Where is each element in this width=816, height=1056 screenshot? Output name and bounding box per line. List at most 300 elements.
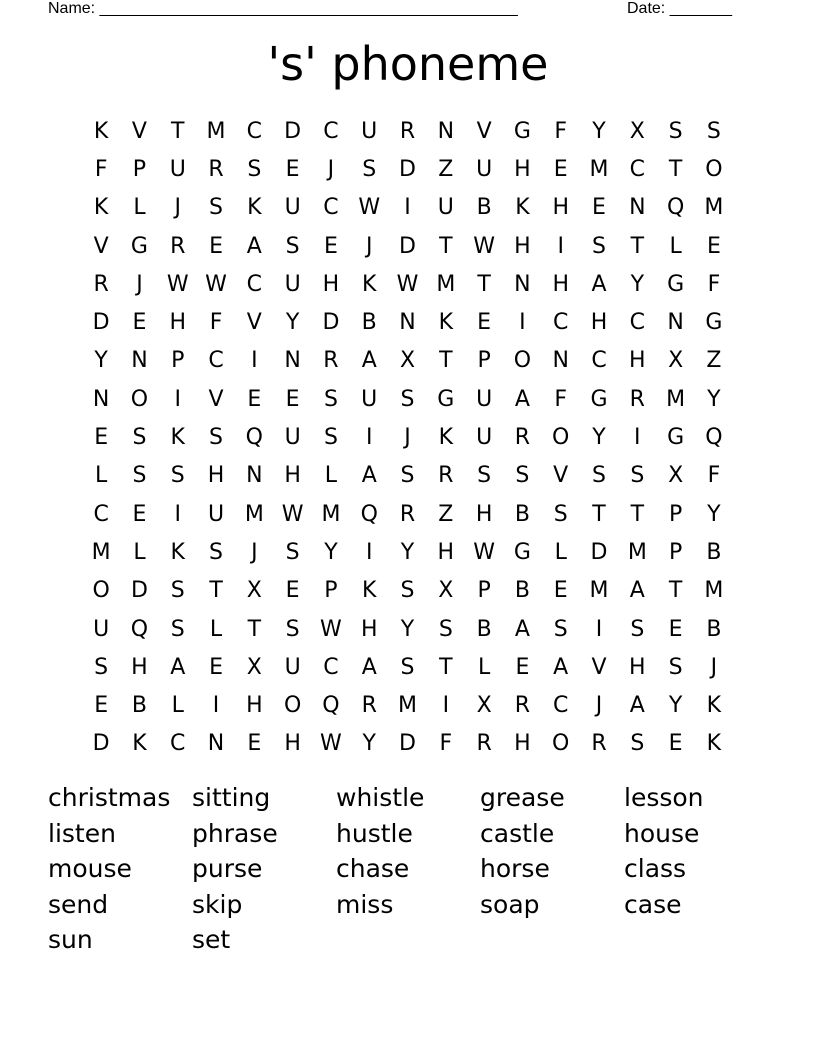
grid-letter: G <box>667 271 685 297</box>
letter-grid <box>82 112 733 763</box>
grid-letter: D <box>399 156 416 182</box>
grid-letter: W <box>320 616 342 642</box>
grid-letter: S <box>668 654 683 680</box>
grid-letter: R <box>323 348 339 374</box>
grid-letter: T <box>209 578 223 604</box>
word-list-item: mouse <box>48 854 132 883</box>
grid-letter: U <box>207 501 225 527</box>
grid-letter: B <box>476 616 492 642</box>
grid-letter: T <box>592 501 606 527</box>
grid-letter: S <box>668 118 683 144</box>
grid-letter: C <box>323 195 339 221</box>
grid-letter: W <box>320 731 342 757</box>
grid-letter: Y <box>94 348 108 374</box>
grid-letter: S <box>170 616 185 642</box>
grid-letter: F <box>554 118 568 144</box>
grid-letter: A <box>361 348 377 374</box>
grid-letter: K <box>247 195 262 221</box>
grid-letter: L <box>669 233 682 259</box>
grid-letter: R <box>514 425 531 451</box>
grid-letter: T <box>439 233 453 259</box>
grid-letter: B <box>706 616 722 642</box>
grid-letter: Z <box>438 156 454 182</box>
grid-letter: D <box>322 310 340 336</box>
grid-letter: E <box>668 616 683 642</box>
grid-letter: A <box>629 578 645 604</box>
word-list-item: hustle <box>336 818 413 848</box>
grid-letter: U <box>284 195 301 221</box>
grid-letter: Y <box>324 539 338 565</box>
word-list-item: horse <box>480 854 550 883</box>
grid-letter: F <box>439 731 453 757</box>
grid-letter: U <box>284 654 301 680</box>
grid-letter: E <box>209 233 223 259</box>
grid-letter: M <box>206 118 226 144</box>
grid-letter: X <box>476 693 492 719</box>
grid-letter: N <box>207 731 225 757</box>
grid-letter: S <box>209 539 224 565</box>
grid-letter: J <box>365 233 373 259</box>
grid-letter: K <box>93 195 109 221</box>
grid-letter: H <box>475 501 493 527</box>
grid-letter: S <box>400 386 415 412</box>
grid-letter: V <box>246 310 262 336</box>
grid-letter: M <box>627 539 647 565</box>
grid-letter: P <box>324 578 338 604</box>
grid-letter: H <box>437 539 455 565</box>
grid-letter: G <box>513 118 531 144</box>
grid-letter: Y <box>707 501 721 527</box>
grid-letter: Q <box>360 501 378 527</box>
grid-letter: M <box>589 156 609 182</box>
grid-letter: X <box>399 348 416 374</box>
word-list-item: christmas <box>48 783 171 812</box>
grid-letter: K <box>438 425 454 451</box>
grid-letter: T <box>439 348 453 374</box>
grid-letter: C <box>591 348 607 374</box>
grid-letter: Y <box>400 616 415 642</box>
grid-letter: O <box>552 425 570 451</box>
grid-letter: Q <box>705 425 723 451</box>
grid-letter: A <box>246 233 262 259</box>
grid-letter: F <box>707 463 721 489</box>
grid-letter: C <box>208 348 224 374</box>
grid-letter: Q <box>245 425 263 451</box>
grid-letter: W <box>473 539 495 565</box>
grid-letter: E <box>132 501 147 527</box>
grid-letter: N <box>131 348 148 374</box>
grid-letter: H <box>552 271 569 297</box>
grid-letter: K <box>170 539 185 565</box>
grid-letter: G <box>437 386 455 412</box>
grid-letter: L <box>209 616 223 642</box>
word-list-item: skip <box>192 889 243 919</box>
grid-letter: S <box>94 654 109 680</box>
grid-letter: I <box>174 386 181 412</box>
grid-letter: Q <box>322 693 340 719</box>
grid-letter: R <box>170 233 186 259</box>
grid-letter: J <box>251 539 258 565</box>
grid-letter: C <box>93 501 109 527</box>
grid-letter: S <box>630 616 645 642</box>
grid-letter: N <box>92 386 110 412</box>
grid-letter: A <box>514 616 530 642</box>
grid-letter: J <box>136 271 143 297</box>
grid-letter: H <box>514 156 531 182</box>
grid-letter: E <box>247 731 262 757</box>
grid-letter: S <box>553 616 568 642</box>
grid-letter: G <box>590 386 608 412</box>
grid-letter: K <box>706 731 722 757</box>
grid-letter: T <box>630 501 645 527</box>
grid-letter: U <box>476 156 493 182</box>
grid-letter: N <box>284 348 301 374</box>
grid-letter: C <box>323 118 339 144</box>
grid-letter: H <box>629 348 646 374</box>
grid-letter: E <box>285 386 300 412</box>
grid-letter: E <box>132 310 147 336</box>
grid-letter: F <box>209 310 223 336</box>
grid-letter: H <box>514 731 531 757</box>
grid-letter: C <box>553 310 569 336</box>
grid-letter: S <box>592 463 606 489</box>
grid-letter: V <box>476 118 492 144</box>
grid-letter: J <box>595 693 603 719</box>
grid-letter: S <box>285 539 300 565</box>
grid-letter: G <box>705 310 723 336</box>
grid-letter: R <box>399 501 416 527</box>
grid-letter: S <box>132 463 147 489</box>
grid-letter: O <box>283 693 302 719</box>
grid-letter: Y <box>668 693 683 719</box>
grid-letter: Z <box>438 501 454 527</box>
grid-letter: U <box>437 195 454 221</box>
grid-letter: Q <box>666 195 685 221</box>
word-list-item: lesson <box>624 783 704 812</box>
word-list-item: phrase <box>192 818 278 848</box>
grid-letter: X <box>668 348 684 374</box>
grid-letter: R <box>629 386 645 412</box>
grid-letter: C <box>323 654 339 680</box>
grid-letter: E <box>94 693 109 719</box>
word-list-item: listen <box>48 818 116 848</box>
grid-letter: W <box>166 271 189 297</box>
grid-letter: Y <box>630 271 645 297</box>
grid-letter: T <box>439 654 453 680</box>
word-list-item: set <box>192 925 231 954</box>
grid-letter: Y <box>592 425 606 451</box>
grid-letter: S <box>400 654 415 680</box>
grid-letter: H <box>207 463 225 489</box>
grid-letter: L <box>95 463 108 489</box>
grid-letter: V <box>553 463 569 489</box>
grid-letter: U <box>93 616 110 642</box>
grid-letter: W <box>473 233 495 259</box>
grid-letter: L <box>171 693 184 719</box>
grid-letter: S <box>285 233 300 259</box>
grid-letter: S <box>323 386 338 412</box>
grid-letter: U <box>284 425 301 451</box>
grid-letter: E <box>94 425 109 451</box>
word-list <box>48 780 768 958</box>
grid-letter: L <box>554 539 567 565</box>
grid-letter: T <box>668 578 683 604</box>
grid-letter: Q <box>130 616 149 642</box>
grid-letter: O <box>705 156 723 182</box>
grid-letter: B <box>131 693 147 719</box>
grid-letter: Y <box>285 310 300 336</box>
grid-letter: H <box>284 731 301 757</box>
grid-letter: L <box>133 539 146 565</box>
grid-letter: P <box>668 501 683 527</box>
grid-letter: S <box>209 425 224 451</box>
grid-letter: U <box>361 118 378 144</box>
grid-letter: I <box>365 539 373 565</box>
grid-letter: X <box>629 118 645 144</box>
word-list-item: whistle <box>336 783 425 812</box>
word-list-item: house <box>624 818 700 848</box>
grid-letter: S <box>438 616 453 642</box>
grid-letter: U <box>284 271 301 297</box>
word-list-item: class <box>624 854 687 883</box>
grid-letter: M <box>91 539 111 565</box>
grid-letter: J <box>174 195 181 221</box>
grid-letter: A <box>591 271 607 297</box>
grid-letter: L <box>477 654 491 680</box>
grid-letter: T <box>477 271 491 297</box>
grid-letter: E <box>553 578 568 604</box>
grid-letter: R <box>514 693 531 719</box>
grid-letter: N <box>552 348 569 374</box>
grid-letter: S <box>630 463 645 489</box>
grid-letter: K <box>93 118 109 144</box>
worksheet-title: 's' phoneme <box>267 37 549 91</box>
grid-letter: X <box>668 463 684 489</box>
grid-letter: U <box>476 386 493 412</box>
grid-letter: I <box>174 501 181 527</box>
grid-letter: M <box>321 501 341 527</box>
grid-letter: E <box>515 654 530 680</box>
grid-letter: I <box>365 425 373 451</box>
grid-letter: B <box>514 501 530 527</box>
grid-letter: I <box>404 195 411 221</box>
grid-letter: R <box>438 463 454 489</box>
word-list-item: castle <box>480 818 555 848</box>
word-list-item: chase <box>336 854 410 883</box>
grid-letter: K <box>170 425 185 451</box>
grid-letter: N <box>246 463 263 489</box>
grid-letter: H <box>131 654 148 680</box>
grid-letter: W <box>396 271 419 297</box>
grid-letter: N <box>629 195 646 221</box>
grid-letter: S <box>477 463 492 489</box>
grid-letter: B <box>361 310 377 336</box>
grid-letter: E <box>553 156 568 182</box>
grid-letter: M <box>589 578 609 604</box>
grid-letter: M <box>436 271 456 297</box>
grid-letter: I <box>519 310 526 336</box>
grid-letter: J <box>327 156 335 182</box>
grid-letter: T <box>630 233 645 259</box>
grid-letter: W <box>358 195 381 221</box>
grid-letter: Y <box>707 386 721 412</box>
grid-letter: H <box>590 310 608 336</box>
grid-letter: N <box>667 310 684 336</box>
grid-letter: G <box>667 425 685 451</box>
grid-letter: S <box>362 156 377 182</box>
grid-letter: D <box>92 310 110 336</box>
grid-letter: X <box>246 578 262 604</box>
grid-letter: E <box>285 156 300 182</box>
grid-letter: E <box>209 654 223 680</box>
grid-letter: R <box>208 156 224 182</box>
grid-letter: A <box>361 654 377 680</box>
grid-letter: G <box>130 233 148 259</box>
grid-letter: O <box>513 348 532 374</box>
grid-letter: H <box>360 616 378 642</box>
grid-letter: S <box>553 501 568 527</box>
grid-letter: C <box>246 271 263 297</box>
grid-letter: R <box>476 731 492 757</box>
grid-letter: E <box>323 233 338 259</box>
grid-letter: T <box>247 616 262 642</box>
grid-letter: A <box>629 693 645 719</box>
grid-letter: N <box>437 118 455 144</box>
grid-letter: H <box>552 195 569 221</box>
word-list-item: grease <box>480 783 565 812</box>
word-list-item: purse <box>192 854 263 883</box>
grid-letter: X <box>246 654 262 680</box>
word-list-item: send <box>48 889 109 919</box>
grid-letter: J <box>710 654 718 680</box>
grid-letter: D <box>284 118 302 144</box>
grid-letter: C <box>629 156 645 182</box>
grid-letter: P <box>668 539 683 565</box>
grid-letter: S <box>400 463 415 489</box>
grid-letter: I <box>442 693 450 719</box>
grid-letter: O <box>92 578 110 604</box>
word-list-item: miss <box>336 889 394 919</box>
grid-letter: S <box>706 118 721 144</box>
grid-letter: B <box>514 578 530 604</box>
grid-letter: M <box>666 386 686 412</box>
word-list-item: soap <box>480 889 540 919</box>
grid-letter: L <box>133 195 146 221</box>
word-list-item: sitting <box>192 783 271 812</box>
grid-letter: H <box>246 693 263 719</box>
grid-letter: K <box>362 271 377 297</box>
grid-letter: S <box>247 156 262 182</box>
grid-letter: K <box>515 195 530 221</box>
grid-letter: S <box>515 463 530 489</box>
grid-letter: P <box>477 578 491 604</box>
grid-letter: S <box>323 425 338 451</box>
grid-letter: V <box>131 118 147 144</box>
grid-letter: Y <box>592 118 606 144</box>
grid-letter: W <box>281 501 304 527</box>
grid-letter: D <box>590 539 608 565</box>
grid-letter: B <box>706 539 722 565</box>
grid-letter: F <box>554 386 568 412</box>
grid-letter: M <box>244 501 264 527</box>
grid-letter: S <box>630 731 645 757</box>
name-field-line: Name: _______________________________________________ <box>48 0 518 17</box>
grid-letter: H <box>514 233 531 259</box>
grid-letter: S <box>170 463 185 489</box>
grid-letter: O <box>552 731 570 757</box>
grid-letter: S <box>209 195 224 221</box>
grid-letter: A <box>553 654 569 680</box>
grid-letter: U <box>169 156 186 182</box>
grid-letter: O <box>130 386 149 412</box>
grid-letter: H <box>169 310 187 336</box>
word-list-item: case <box>624 889 682 919</box>
grid-letter: J <box>404 425 411 451</box>
grid-letter: Z <box>706 348 722 374</box>
grid-letter: U <box>361 386 378 412</box>
grid-letter: V <box>208 386 224 412</box>
grid-letter: N <box>399 310 416 336</box>
grid-letter: D <box>92 731 110 757</box>
word-list-item: sun <box>48 925 93 954</box>
grid-letter: P <box>477 348 491 374</box>
grid-letter: I <box>595 616 603 642</box>
grid-letter: A <box>170 654 186 680</box>
grid-letter: S <box>400 578 415 604</box>
grid-letter: X <box>438 578 454 604</box>
grid-letter: R <box>93 271 109 297</box>
grid-letter: E <box>668 731 683 757</box>
grid-letter: C <box>629 310 645 336</box>
date-field-line: Date: _______ <box>627 0 732 17</box>
grid-letter: B <box>476 195 492 221</box>
grid-letter: C <box>246 118 263 144</box>
grid-letter: I <box>557 233 564 259</box>
grid-letter: C <box>170 731 186 757</box>
grid-letter: E <box>706 233 721 259</box>
grid-letter: F <box>707 271 721 297</box>
grid-letter: S <box>285 616 300 642</box>
grid-letter: V <box>591 654 607 680</box>
grid-letter: W <box>205 271 227 297</box>
grid-letter: A <box>361 463 377 489</box>
grid-letter: I <box>634 425 641 451</box>
grid-letter: D <box>399 731 416 757</box>
grid-letter: A <box>514 386 530 412</box>
grid-letter: K <box>438 310 454 336</box>
grid-letter: D <box>130 578 148 604</box>
grid-letter: U <box>476 425 493 451</box>
grid-letter: I <box>212 693 220 719</box>
grid-letter: C <box>553 693 569 719</box>
grid-letter: V <box>93 233 109 259</box>
grid-letter: S <box>132 425 147 451</box>
grid-letter: E <box>247 386 262 412</box>
grid-letter: R <box>591 731 607 757</box>
grid-letter: I <box>251 348 258 374</box>
grid-letter: Y <box>362 731 376 757</box>
grid-letter: K <box>362 578 377 604</box>
grid-letter: K <box>706 693 722 719</box>
grid-letter: Y <box>400 539 415 565</box>
grid-letter: S <box>170 578 185 604</box>
grid-letter: E <box>592 195 606 221</box>
grid-letter: M <box>704 195 724 221</box>
grid-letter: K <box>132 731 147 757</box>
grid-letter: N <box>514 271 531 297</box>
grid-letter: H <box>284 463 301 489</box>
grid-letter: M <box>704 578 724 604</box>
